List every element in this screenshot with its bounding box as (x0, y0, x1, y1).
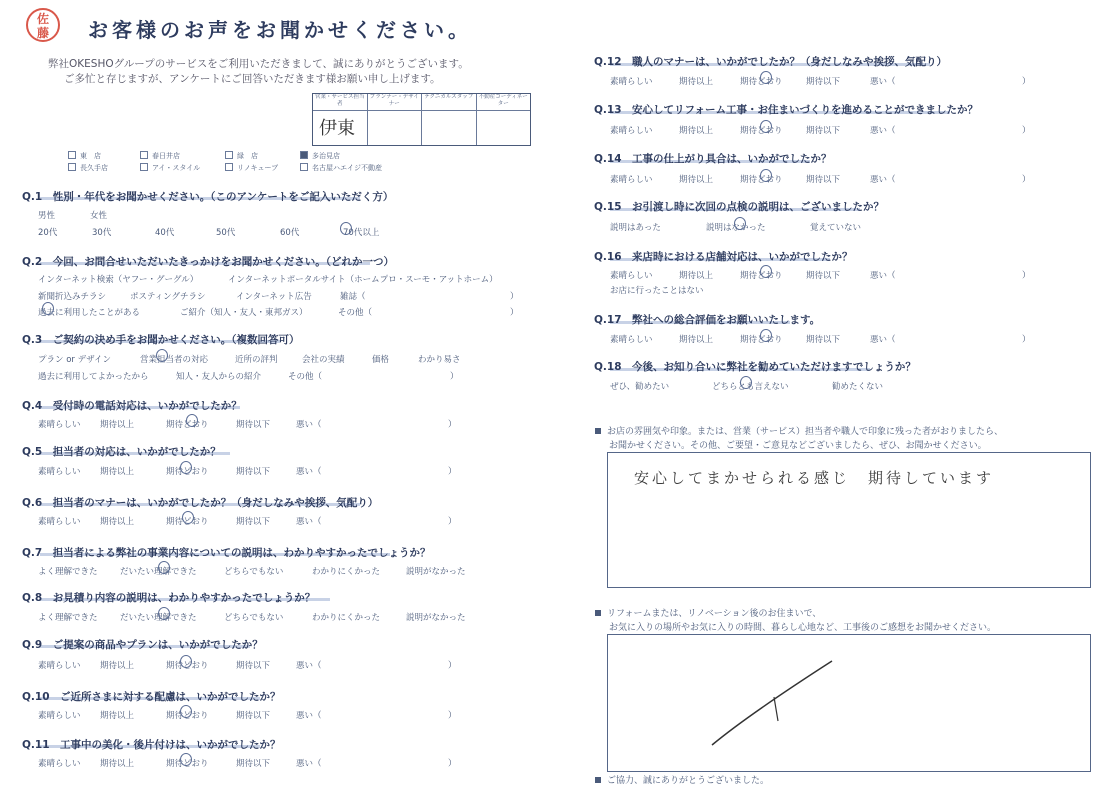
q5-option[interactable]: 悪い（ (296, 467, 322, 477)
circle-mark-icon (182, 511, 194, 524)
q9-option-selected[interactable]: 期待どおり (166, 661, 209, 671)
circle-mark-icon (180, 655, 192, 668)
q13-option[interactable]: 期待以上 (679, 126, 714, 136)
q8-option-selected[interactable]: だいたい理解できた (120, 613, 197, 623)
q10-option[interactable]: 素晴らしい (38, 711, 81, 721)
q6-option[interactable]: 期待以下 (236, 517, 271, 527)
q2-option[interactable]: その他（ (338, 308, 373, 318)
q13-option[interactable]: 悪い（ (870, 126, 896, 136)
q10-option[interactable]: 期待以下 (236, 711, 271, 721)
q9-label: Q.9 ご提案の商品やプランは、いかがでしたか？ (22, 639, 263, 651)
branch-checkbox[interactable]: リノキューブ (225, 163, 278, 173)
q14-option[interactable]: 期待以上 (679, 175, 714, 185)
q11-label: Q.11 工事中の美化・後片付けは、いかがでしたか？ (22, 739, 281, 751)
circle-mark-icon (760, 265, 772, 278)
q11-paren: ） (448, 759, 457, 769)
q13-option[interactable]: 期待以下 (806, 126, 841, 136)
q18-label: Q.18 今後、お知り合いに弊社を勧めていただけますでしょうか？ (594, 361, 916, 373)
circle-mark-icon (760, 329, 772, 342)
q10-option[interactable]: 期待以上 (100, 711, 135, 721)
q16-option[interactable]: 素晴らしい (610, 271, 653, 281)
q8-option[interactable]: どちらでもない (224, 613, 284, 623)
seal-char-1: 佐 (36, 12, 49, 26)
q13-paren: ） (1022, 126, 1031, 136)
staff-col-sales (313, 94, 368, 145)
q4-label: Q.4 受付時の電話対応は、いかがでしたか？ (22, 400, 242, 412)
q5-option[interactable]: 期待以上 (100, 467, 135, 477)
q2-option-selected[interactable]: 過去に利用したことがある (38, 308, 141, 318)
q3-option[interactable]: プラン or デザイン (38, 355, 112, 365)
circle-mark-icon (760, 71, 772, 84)
q17-option[interactable]: 悪い（ (870, 335, 896, 345)
circle-mark-icon (180, 753, 192, 766)
q16-option[interactable]: 期待以下 (806, 271, 841, 281)
q12-label: Q.12 職人のマナーは、いかがでしたか？（身だしなみや挨拶、気配り） (594, 56, 948, 68)
q1-label: Q.1 性別・年代をお聞かせください。（このアンケートをご記入いただく方） (22, 191, 394, 203)
q2-option[interactable]: 新聞折込みチラシ (38, 292, 107, 302)
q11-option[interactable]: 期待以下 (236, 759, 271, 769)
q11-option[interactable]: 素晴らしい (38, 759, 81, 769)
intro-line-2: ご多忙と存じますが、アンケートにご回答いただきます様お願い申し上げます。 (64, 73, 441, 85)
branch-checkbox[interactable]: 緑 店 (225, 151, 258, 161)
q1-option[interactable]: 50代 (216, 228, 236, 238)
q9-option[interactable]: 期待以上 (100, 661, 135, 671)
q16-option[interactable]: 悪い（ (870, 271, 896, 281)
q3-option[interactable]: 知人・友人からの紹介 (176, 372, 262, 382)
q1-option[interactable]: 男性 (38, 211, 56, 221)
square-bullet-icon (595, 777, 601, 783)
q15-label: Q.15 お引渡し時に次回の点検の説明は、ございましたか？ (594, 201, 885, 213)
q17-option[interactable]: 期待以上 (679, 335, 714, 345)
pen-stroke-icon (608, 635, 1092, 773)
staff-col-header: テクニカルスタッフ (422, 94, 476, 111)
q15-option-selected[interactable]: 説明はなかった (706, 223, 766, 233)
q17-paren: ） (1022, 335, 1031, 345)
q2-option[interactable]: インターネットポータルサイト（ホームプロ・スーモ・アットホーム） (228, 275, 498, 285)
seal-char-2: 藤 (36, 26, 49, 40)
circle-mark-icon (740, 376, 752, 389)
q3-option[interactable]: わかり易さ (418, 355, 461, 365)
circle-mark-icon (760, 120, 772, 133)
q16-option-selected[interactable]: 期待どおり (740, 271, 783, 281)
q2-option[interactable]: ご紹介（知人・友人・東邦ガス） (180, 308, 308, 318)
q18-option-selected[interactable]: どちらとも言えない (712, 382, 789, 392)
q8-label: Q.8 お見積り内容の説明は、わかりやすかったでしょうか？ (22, 592, 316, 604)
q8-option[interactable]: わかりにくかった (312, 613, 381, 623)
q12-option-selected[interactable]: 期待どおり (740, 77, 783, 87)
q12-option[interactable]: 期待以上 (679, 77, 714, 87)
q11-option[interactable]: 期待以上 (100, 759, 135, 769)
q16-label: Q.16 来店時における店舗対応は、いかがでしたか？ (594, 251, 853, 263)
q16-paren: ） (1022, 271, 1031, 281)
square-bullet-icon (595, 428, 601, 434)
branch-checkbox[interactable]: 東 店 (68, 151, 101, 161)
q17-option[interactable]: 期待以下 (806, 335, 841, 345)
q2-label: Q.2 今回、お問合せいただいたきっかけをお聞かせください。（どれか一つ） (22, 256, 394, 268)
staff-col-value[interactable]: 伊東 (319, 118, 355, 139)
q14-option-selected[interactable]: 期待どおり (740, 175, 783, 185)
q3-paren: ） (450, 372, 459, 382)
q6-option-selected[interactable]: 期待どおり (166, 517, 209, 527)
q18-option[interactable]: ぜひ、勧めたい (610, 382, 670, 392)
q7-option[interactable]: どちらでもない (224, 567, 284, 577)
q2-option[interactable]: インターネット広告 (236, 292, 312, 302)
q4-option[interactable]: 期待以下 (236, 420, 271, 430)
q18-option[interactable]: 勧めたくない (832, 382, 884, 392)
q2-option[interactable]: ポスティングチラシ (130, 292, 206, 302)
q10-paren: ） (448, 711, 457, 721)
branch-checkbox[interactable]: 名古屋ハエイジ不動産 (300, 163, 382, 173)
q4-option-selected[interactable]: 期待どおり (166, 420, 209, 430)
q6-option[interactable]: 悪い（ (296, 517, 322, 527)
comment1-textarea[interactable] (607, 452, 1091, 588)
q3-label: Q.3 ご契約の決め手をお聞かせください。（複数回答可） (22, 334, 300, 346)
q3-option[interactable]: 価格 (372, 355, 390, 365)
q12-option[interactable]: 悪い（ (870, 77, 896, 87)
q2-option[interactable]: 雑誌（ (340, 292, 366, 302)
circle-mark-icon (156, 349, 168, 362)
q4-option[interactable]: 悪い（ (296, 420, 322, 430)
q8-option[interactable]: よく理解できた (38, 613, 98, 623)
q4-option[interactable]: 期待以上 (100, 420, 135, 430)
circle-mark-icon (42, 302, 54, 315)
staff-col-value[interactable] (368, 111, 422, 145)
circle-mark-icon (158, 561, 170, 574)
q5-paren: ） (448, 467, 457, 477)
circle-mark-icon (340, 222, 352, 235)
q14-option[interactable]: 悪い（ (870, 175, 896, 185)
q9-paren: ） (448, 661, 457, 671)
staff-col-planner (368, 94, 423, 145)
staff-col-header: 不動産コーディネーター (477, 94, 531, 111)
q15-option[interactable]: 説明はあった (610, 223, 661, 233)
q14-paren: ） (1022, 175, 1031, 185)
q6-paren: ） (448, 517, 457, 527)
branch-checkbox[interactable]: アイ・スタイル (140, 163, 200, 173)
q17-option-selected[interactable]: 期待どおり (740, 335, 783, 345)
q12-option[interactable]: 期待以下 (806, 77, 841, 87)
page-title: お客様のお声をお聞かせください。 (88, 18, 472, 42)
comment1-answer: 安心してまかせられる感じ 期待しています (634, 469, 995, 487)
q11-option-selected[interactable]: 期待どおり (166, 759, 209, 769)
circle-mark-icon (158, 607, 170, 620)
q14-label: Q.14 工事の仕上がり具合は、いかがでしたか？ (594, 153, 832, 165)
comment2-textarea[interactable] (607, 634, 1091, 772)
q3-option[interactable]: 過去に利用してよかったから (38, 372, 149, 382)
square-bullet-icon (595, 610, 601, 616)
q4-option[interactable]: 素晴らしい (38, 420, 81, 430)
q13-option-selected[interactable]: 期待どおり (740, 126, 783, 136)
q3-option[interactable]: その他（ (288, 372, 323, 382)
q9-option[interactable]: 悪い（ (296, 661, 322, 671)
q1-option[interactable]: 30代 (92, 228, 112, 238)
q7-option[interactable]: 説明がなかった (406, 567, 466, 577)
q10-label: Q.10 ご近所さまに対する配慮は、いかがでしたか？ (22, 691, 281, 703)
q12-option[interactable]: 素晴らしい (610, 77, 653, 87)
q2-option[interactable]: インターネット検索（ヤフー・グーグル） (38, 275, 199, 285)
staff-col-header: プランナー・デザイナー (368, 94, 422, 111)
q6-option[interactable]: 期待以上 (100, 517, 135, 527)
comment1-prompt-1: お店の雰囲気や印象。または、営業（サービス）担当者や職人で印象に残った者がおりましたら、 (595, 424, 1003, 437)
q5-option-selected[interactable]: 期待どおり (166, 467, 209, 477)
q10-option-selected[interactable]: 期待どおり (166, 711, 209, 721)
q7-option-selected[interactable]: だいたい理解できた (120, 567, 197, 577)
q7-option[interactable]: よく理解できた (38, 567, 98, 577)
q3-option[interactable]: 会社の実績 (302, 355, 345, 365)
q16-option[interactable]: 期待以上 (679, 271, 714, 281)
q1-option-selected[interactable]: 70代以上 (343, 228, 380, 238)
q7-option[interactable]: わかりにくかった (312, 567, 381, 577)
q3-option[interactable]: 近所の評判 (235, 355, 278, 365)
q14-option[interactable]: 期待以下 (806, 175, 841, 185)
staff-table (312, 93, 531, 146)
q1-option[interactable]: 60代 (280, 228, 300, 238)
name-seal (26, 8, 60, 42)
q2-paren: ） (510, 308, 519, 318)
q9-option[interactable]: 素晴らしい (38, 661, 81, 671)
q1-option[interactable]: 20代 (38, 228, 58, 238)
comment1-prompt-2: お聞かせください。その他、ご要望・ご意見などございましたら、ぜひ、お聞かせください。 (609, 441, 987, 451)
staff-col-value[interactable] (422, 111, 476, 145)
q8-option[interactable]: 説明がなかった (406, 613, 466, 623)
q2-paren: ） (510, 292, 519, 302)
circle-mark-icon (180, 461, 192, 474)
q11-option[interactable]: 悪い（ (296, 759, 322, 769)
branch-checkbox-selected[interactable]: 多治見店 (300, 151, 340, 161)
footer-thanks: ご協力、誠にありがとうございました。 (595, 773, 769, 786)
q4-paren: ） (448, 420, 457, 430)
q5-option[interactable]: 素晴らしい (38, 467, 81, 477)
comment2-prompt-1: リフォームまたは、リノベーション後のお住まいで、 (595, 606, 821, 619)
q17-option[interactable]: 素晴らしい (610, 335, 653, 345)
q17-label: Q.17 弊社への総合評価をお願いいたします。 (594, 314, 821, 326)
branch-checkbox[interactable]: 長久手店 (68, 163, 108, 173)
intro-line-1: 弊社OKESHOグループのサービスをご利用いただきまして、誠にありがとうございます。 (48, 58, 469, 70)
q1-option[interactable]: 女性 (90, 211, 108, 221)
circle-mark-icon (734, 217, 746, 230)
q10-option[interactable]: 悪い（ (296, 711, 322, 721)
comment2-prompt-2: お気に入りの場所やお気に入りの時間、暮らし心地など、工事後のご感想をお聞かせください。 (609, 623, 997, 633)
q13-option[interactable]: 素晴らしい (610, 126, 653, 136)
q5-option[interactable]: 期待以下 (236, 467, 271, 477)
q14-option[interactable]: 素晴らしい (610, 175, 653, 185)
circle-mark-icon (180, 705, 192, 718)
branch-checkbox[interactable]: 春日井店 (140, 151, 180, 161)
q1-option[interactable]: 40代 (155, 228, 175, 238)
circle-mark-icon (760, 169, 772, 182)
staff-col-realestate (477, 94, 531, 145)
q9-option[interactable]: 期待以下 (236, 661, 271, 671)
q12-paren: ） (1022, 77, 1031, 87)
circle-mark-icon (186, 414, 198, 427)
q6-option[interactable]: 素晴らしい (38, 517, 81, 527)
q13-label: Q.13 安心してリフォーム工事・お住まいづくりを進めることができましたか？ (594, 104, 979, 116)
q6-label: Q.6 担当者のマナーは、いかがでしたか？（身だしなみや挨拶、気配り） (22, 497, 379, 509)
q15-option[interactable]: 覚えていない (810, 223, 862, 233)
q16-option[interactable]: お店に行ったことはない (610, 286, 704, 296)
q7-label: Q.7 担当者による弊社の事業内容についての説明は、わかりやすかったでしょうか？ (22, 547, 431, 559)
staff-col-value[interactable] (477, 111, 531, 145)
q3-option-selected[interactable]: 営業担当者の対応 (140, 355, 209, 365)
staff-col-technical (422, 94, 477, 145)
staff-col-header: 営業・サービス担当者 (313, 94, 367, 111)
q5-label: Q.5 担当者の対応は、いかがでしたか？ (22, 446, 221, 458)
